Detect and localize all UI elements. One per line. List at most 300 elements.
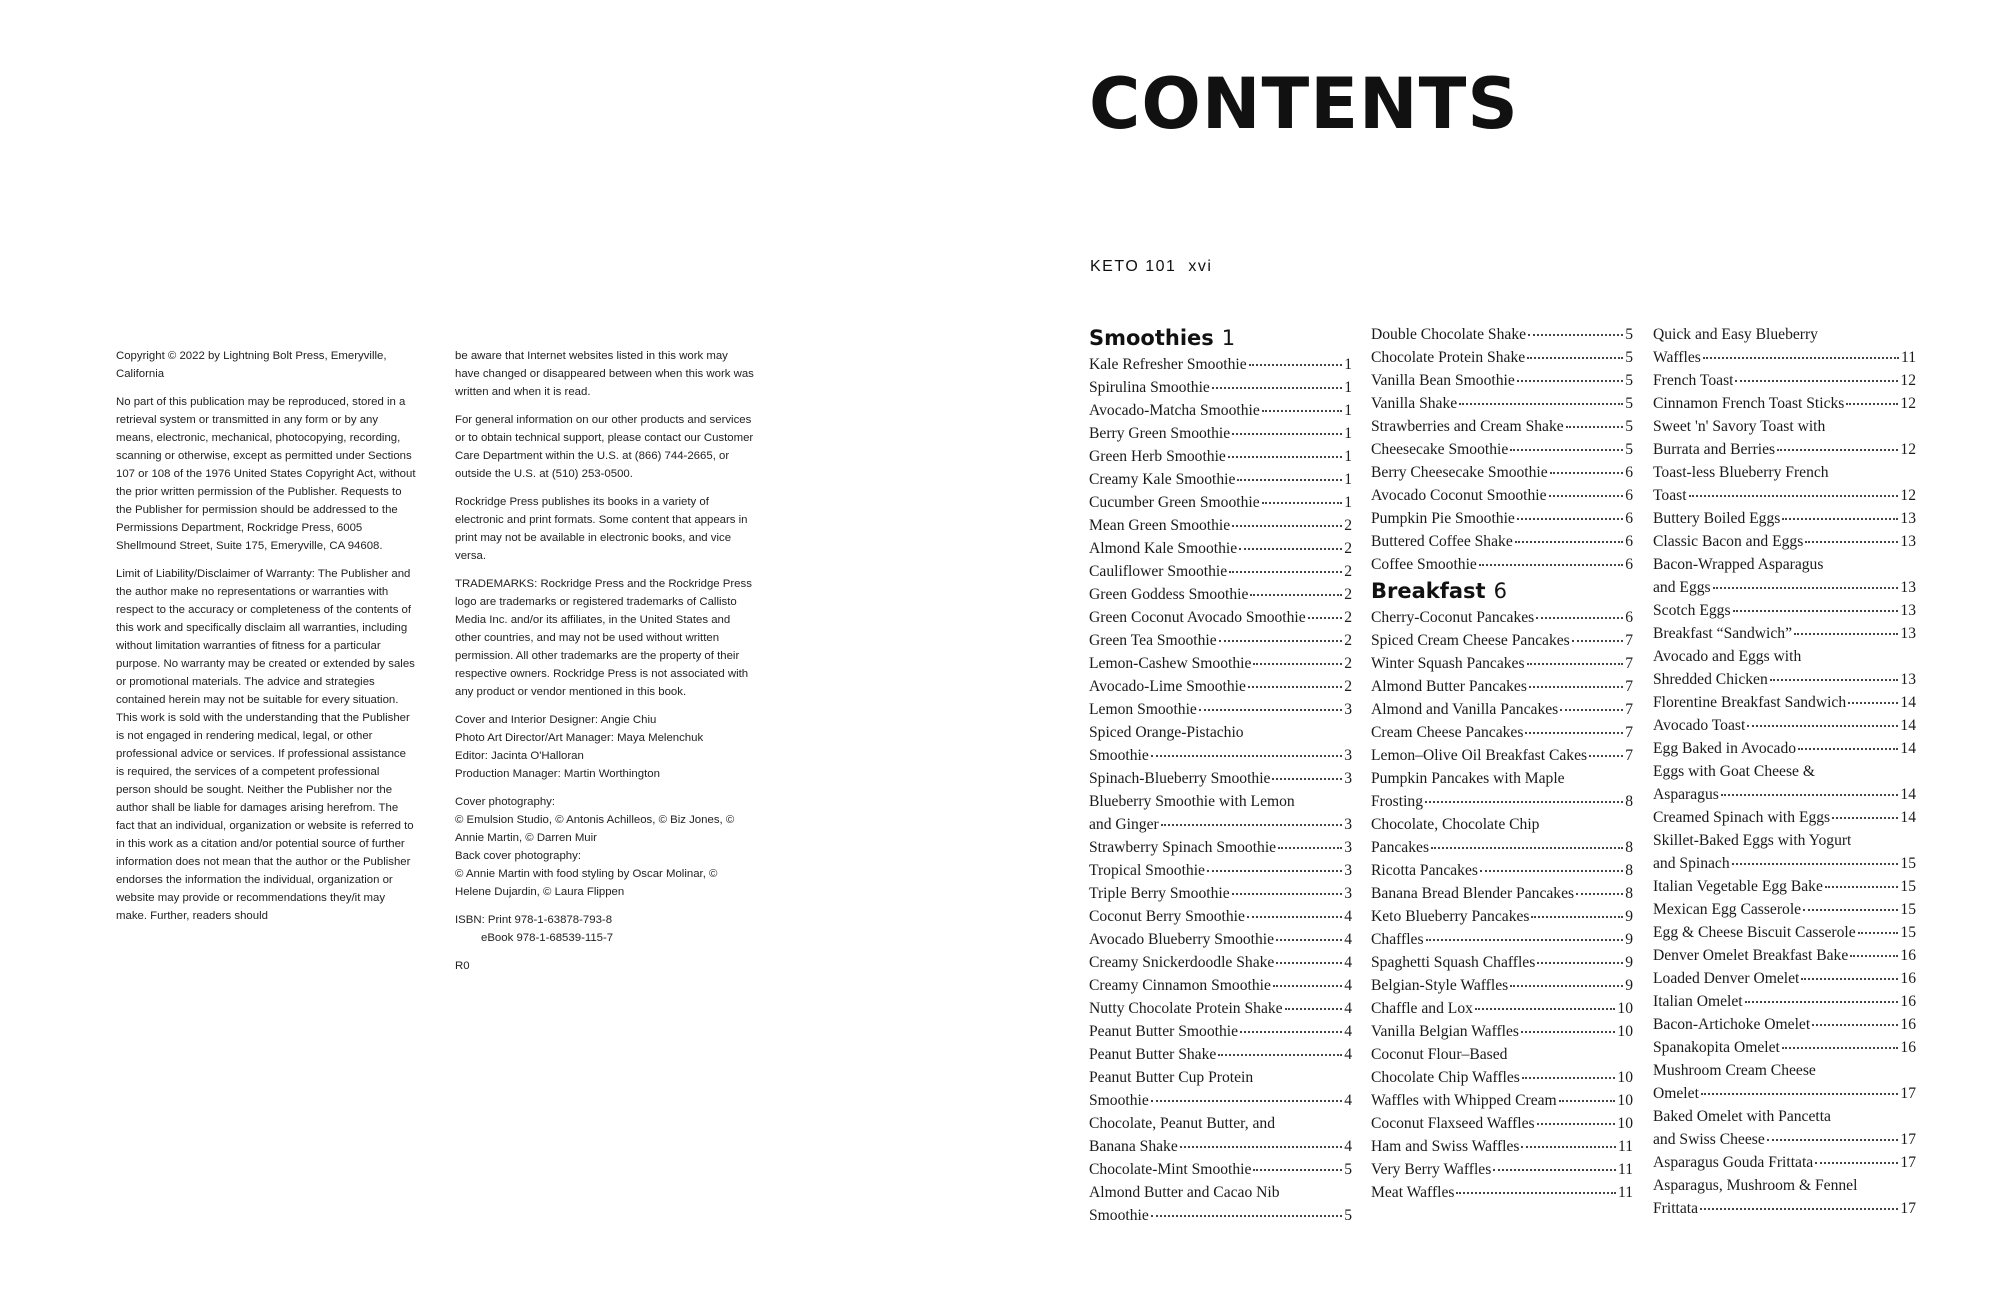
toc-entry-line xyxy=(1371,461,1633,484)
recipe-title: Chocolate, Peanut Butter, and xyxy=(1089,1115,1276,1132)
toc-entry-line xyxy=(1371,1089,1633,1112)
page-number: 5 xyxy=(1625,349,1633,366)
toc-entry-line xyxy=(1653,852,1916,875)
page-number: 4 xyxy=(1344,977,1352,994)
toc-entry xyxy=(1089,951,1352,974)
toc-entry-line xyxy=(1653,1105,1916,1128)
dot-leader xyxy=(1207,869,1342,872)
page-number: 8 xyxy=(1625,885,1633,902)
toc-entry-line xyxy=(1653,1082,1916,1105)
photo-credit-line: © Emulsion Studio, © Antonis Achilleos, © Biz Jones, © Annie Martin, © Darren Muir xyxy=(455,814,735,844)
page-number: 4 xyxy=(1344,1000,1352,1017)
recipe-title: Avocado and Eggs with xyxy=(1653,648,1802,665)
page-number: 17 xyxy=(1900,1200,1916,1217)
dot-leader xyxy=(1805,540,1898,543)
photography-credits xyxy=(455,793,755,901)
recipe-title: Double Chocolate Shake xyxy=(1371,326,1527,343)
page-title: CONTENTS xyxy=(1089,63,1519,145)
page-number: 7 xyxy=(1625,678,1633,695)
toc-entry-line xyxy=(1371,652,1633,675)
toc-entry xyxy=(1089,698,1352,721)
page-number: 6 xyxy=(1625,487,1633,504)
toc-entry xyxy=(1089,1066,1352,1112)
dot-leader xyxy=(1247,915,1342,918)
dot-leader xyxy=(1537,961,1623,964)
page-number: 1 xyxy=(1344,494,1352,511)
page-number: 4 xyxy=(1344,1138,1352,1155)
trademarks-notice: TRADEMARKS: Rockridge Press and the Rockridge Press logo are trademarks or registered trademarks of Callisto Media Inc. and/or its affiliates, in the United States and other countries, and may not be used without written permission. All other trademarks are the property of their respective owners. Rockridge Press is not associated with any product or vendor mentioned in this book. xyxy=(455,578,752,698)
formats-notice: Rockridge Press publishes its books in a variety of electronic and print formats. Some content that appears in print may not be available in electronic books, and vice versa. xyxy=(455,496,748,562)
toc-entry xyxy=(1089,997,1352,1020)
toc-entry-line xyxy=(1653,875,1916,898)
dot-leader xyxy=(1510,984,1623,987)
dot-leader xyxy=(1219,639,1343,642)
toc-entry-line xyxy=(1089,928,1352,951)
recipe-title: Coconut Berry Smoothie xyxy=(1089,908,1245,925)
photo-credit-line: Cover photography: xyxy=(455,796,556,808)
toc-entry-line xyxy=(1089,1043,1352,1066)
toc-entry-line xyxy=(1089,583,1352,606)
toc-entry-line xyxy=(1653,737,1916,760)
toc-entry-line xyxy=(1089,1181,1352,1204)
toc-entry-line xyxy=(1089,882,1352,905)
toc-entry xyxy=(1089,560,1352,583)
toc-entry-line xyxy=(1653,829,1916,852)
dot-leader xyxy=(1537,1122,1616,1125)
toc-entry xyxy=(1653,691,1916,714)
page-number: 12 xyxy=(1900,372,1916,389)
isbn-ebook: eBook 978-1-68539-115-7 xyxy=(481,932,614,944)
dot-leader xyxy=(1566,425,1624,428)
toc-entry xyxy=(1371,905,1633,928)
toc-entry xyxy=(1653,645,1916,691)
printing-code: R0 xyxy=(455,960,470,972)
recipe-title: Peanut Butter Cup Protein xyxy=(1089,1069,1254,1086)
toc-entry xyxy=(1371,415,1633,438)
toc-entry xyxy=(1371,1020,1633,1043)
dot-leader xyxy=(1560,708,1623,711)
dot-leader xyxy=(1529,685,1623,688)
chapter-heading xyxy=(1089,323,1352,353)
toc-entry xyxy=(1371,392,1633,415)
dot-leader xyxy=(1232,892,1343,895)
recipe-title: Peanut Butter Smoothie xyxy=(1089,1023,1238,1040)
recipe-title: French Toast xyxy=(1653,372,1734,389)
dot-leader xyxy=(1531,915,1623,918)
page-number: 15 xyxy=(1900,901,1916,918)
toc-entry xyxy=(1089,1043,1352,1066)
dot-leader xyxy=(1151,754,1342,757)
page-number: 6 xyxy=(1625,533,1633,550)
dot-leader xyxy=(1493,1168,1616,1171)
toc-entry-line xyxy=(1653,369,1916,392)
dot-leader xyxy=(1572,639,1623,642)
toc-entry xyxy=(1653,323,1916,369)
toc-entry-line xyxy=(1089,790,1352,813)
recipe-title: Baked Omelet with Pancetta xyxy=(1653,1108,1831,1125)
dot-leader xyxy=(1426,938,1624,941)
page-number: 16 xyxy=(1900,1016,1916,1033)
toc-entry xyxy=(1371,675,1633,698)
toc-entry-line xyxy=(1089,514,1352,537)
page-number: 15 xyxy=(1900,878,1916,895)
page-number: 6 xyxy=(1625,510,1633,527)
copyright-left-column xyxy=(116,347,416,935)
page-number: 3 xyxy=(1344,747,1352,764)
toc-entry-line xyxy=(1089,1135,1352,1158)
toc-entry xyxy=(1371,530,1633,553)
page-number: 12 xyxy=(1900,441,1916,458)
dot-leader xyxy=(1721,793,1899,796)
dot-leader xyxy=(1701,1092,1899,1095)
toc-entry xyxy=(1653,461,1916,507)
toc-entry-line xyxy=(1089,859,1352,882)
toc-entry xyxy=(1089,491,1352,514)
dot-leader xyxy=(1237,478,1342,481)
credit-line: Editor: Jacinta O'Halloran xyxy=(455,750,584,762)
toc-entry xyxy=(1653,967,1916,990)
toc-entry-line xyxy=(1371,698,1633,721)
toc-entry xyxy=(1371,553,1633,576)
toc-entry xyxy=(1089,468,1352,491)
dot-leader xyxy=(1770,678,1899,681)
toc-entry-line xyxy=(1371,1043,1633,1066)
page-number: 1 xyxy=(1344,379,1352,396)
dot-leader xyxy=(1253,662,1342,665)
toc-entry xyxy=(1653,530,1916,553)
toc-entry-line xyxy=(1089,1158,1352,1181)
dot-leader xyxy=(1703,356,1899,359)
recipe-title: Mushroom Cream Cheese xyxy=(1653,1062,1816,1079)
page-number: 2 xyxy=(1344,678,1352,695)
chapter-heading xyxy=(1371,576,1633,606)
dot-leader xyxy=(1782,1046,1899,1049)
toc-entry-line xyxy=(1371,928,1633,951)
recipe-title: and Eggs xyxy=(1653,579,1711,596)
page-number: 9 xyxy=(1625,977,1633,994)
recipe-title: Classic Bacon and Eggs xyxy=(1653,533,1804,550)
chapter-title: Smoothies xyxy=(1089,326,1214,350)
toc-entry xyxy=(1089,652,1352,675)
toc-entry-line xyxy=(1653,484,1916,507)
page-number: 13 xyxy=(1900,625,1916,642)
recipe-title: Egg & Cheese Biscuit Casserole xyxy=(1653,924,1856,941)
toc-entry-line xyxy=(1089,905,1352,928)
page-number: 2 xyxy=(1344,517,1352,534)
recipe-title: Avocado Coconut Smoothie xyxy=(1371,487,1547,504)
dot-leader xyxy=(1276,961,1342,964)
recipe-title: Triple Berry Smoothie xyxy=(1089,885,1230,902)
toc-entry xyxy=(1653,392,1916,415)
dot-leader xyxy=(1456,1191,1616,1194)
customer-care-info: For general information on our other products and services or to obtain technical support, please contact our Customer Care Department within the U.S. at (866) 744-2665, or outside the U.S. at (510) 253-0500. xyxy=(455,414,754,480)
page-number: 1 xyxy=(1344,402,1352,419)
recipe-title: Avocado Blueberry Smoothie xyxy=(1089,931,1275,948)
toc-entry-line xyxy=(1653,783,1916,806)
dot-leader xyxy=(1858,931,1899,934)
recipe-title: Bacon-Artichoke Omelet xyxy=(1653,1016,1811,1033)
toc-entry xyxy=(1089,583,1352,606)
toc-entry-line xyxy=(1089,1089,1352,1112)
dot-leader xyxy=(1276,938,1342,941)
dot-leader xyxy=(1272,777,1342,780)
toc-entry-line xyxy=(1653,576,1916,599)
toc-entry-line xyxy=(1653,760,1916,783)
dot-leader xyxy=(1732,862,1899,865)
recipe-title: Nutty Chocolate Protein Shake xyxy=(1089,1000,1283,1017)
recipe-title: Buttery Boiled Eggs xyxy=(1653,510,1781,527)
recipe-title: Pumpkin Pie Smoothie xyxy=(1371,510,1515,527)
toc-entry-line xyxy=(1653,1013,1916,1036)
page-number: 2 xyxy=(1344,586,1352,603)
dot-leader xyxy=(1240,1030,1342,1033)
toc-entry xyxy=(1653,507,1916,530)
dot-leader xyxy=(1801,977,1898,980)
recipe-title: Almond Butter and Cacao Nib xyxy=(1089,1184,1280,1201)
page-number: 3 xyxy=(1344,885,1352,902)
page-number: 12 xyxy=(1900,395,1916,412)
toc-entry-line xyxy=(1089,445,1352,468)
page-number: 16 xyxy=(1900,1039,1916,1056)
page-number: 10 xyxy=(1617,1092,1633,1109)
recipe-title: Spinach-Blueberry Smoothie xyxy=(1089,770,1271,787)
toc-entry-line xyxy=(1371,974,1633,997)
recipe-title: Ham and Swiss Waffles xyxy=(1371,1138,1520,1155)
page-number: 1 xyxy=(1344,471,1352,488)
page-number: 13 xyxy=(1900,510,1916,527)
dot-leader xyxy=(1812,1023,1898,1026)
recipe-title: Vanilla Bean Smoothie xyxy=(1371,372,1515,389)
dot-leader xyxy=(1517,517,1623,520)
toc-entry-line xyxy=(1371,1158,1633,1181)
toc-entry-line xyxy=(1089,606,1352,629)
recipe-title: Peanut Butter Shake xyxy=(1089,1046,1217,1063)
page-number: 9 xyxy=(1625,954,1633,971)
recipe-title: Chaffles xyxy=(1371,931,1424,948)
toc-entry xyxy=(1653,990,1916,1013)
toc-entry-line xyxy=(1089,836,1352,859)
recipe-title: Banana Bread Blender Pancakes xyxy=(1371,885,1575,902)
toc-entry xyxy=(1089,537,1352,560)
recipe-title: Eggs with Goat Cheese & xyxy=(1653,763,1815,780)
recipe-title: Cauliflower Smoothie xyxy=(1089,563,1228,580)
recipe-title: Asparagus Gouda Frittata xyxy=(1653,1154,1814,1171)
page-number: 3 xyxy=(1344,770,1352,787)
recipe-title: Waffles with Whipped Cream xyxy=(1371,1092,1557,1109)
dot-leader xyxy=(1528,333,1623,336)
dot-leader xyxy=(1782,517,1898,520)
recipe-title: Coffee Smoothie xyxy=(1371,556,1477,573)
recipe-title: Sweet 'n' Savory Toast with xyxy=(1653,418,1826,435)
page-number: 14 xyxy=(1900,786,1916,803)
photo-credit-line: Back cover photography: xyxy=(455,850,582,862)
recipe-title: Creamy Cinnamon Smoothie xyxy=(1089,977,1271,994)
recipe-title: Shredded Chicken xyxy=(1653,671,1768,688)
toc-entry xyxy=(1371,1112,1633,1135)
page-number: 14 xyxy=(1900,717,1916,734)
credit-line: Cover and Interior Designer: Angie Chiu xyxy=(455,714,657,726)
dot-leader xyxy=(1689,494,1899,497)
page-number: 7 xyxy=(1625,701,1633,718)
page-number: 17 xyxy=(1900,1131,1916,1148)
toc-entry xyxy=(1653,415,1916,461)
recipe-title: Green Tea Smoothie xyxy=(1089,632,1217,649)
recipe-title: Chocolate, Chocolate Chip xyxy=(1371,816,1540,833)
toc-entry-line xyxy=(1653,323,1916,346)
dot-leader xyxy=(1278,846,1342,849)
page-number: 3 xyxy=(1344,862,1352,879)
page-number: 17 xyxy=(1900,1154,1916,1171)
page-number: 1 xyxy=(1344,448,1352,465)
toc-entry-line xyxy=(1371,369,1633,392)
dot-leader xyxy=(1273,984,1342,987)
toc-entry xyxy=(1089,859,1352,882)
recipe-title: Avocado Toast xyxy=(1653,717,1746,734)
dot-leader xyxy=(1521,1030,1615,1033)
toc-entry-line xyxy=(1089,721,1352,744)
chapter-title: Breakfast xyxy=(1371,579,1486,603)
recipe-title: Cinnamon French Toast Sticks xyxy=(1653,395,1845,412)
copyright-right-column xyxy=(455,347,755,985)
toc-entry xyxy=(1653,1036,1916,1059)
page-number: 14 xyxy=(1900,809,1916,826)
dot-leader xyxy=(1589,754,1623,757)
page-number: 5 xyxy=(1344,1207,1352,1224)
toc-entry-line xyxy=(1089,997,1352,1020)
page-number: 11 xyxy=(1900,349,1916,366)
page-number: 2 xyxy=(1344,563,1352,580)
toc-entry-line xyxy=(1371,392,1633,415)
toc-entry-line xyxy=(1371,484,1633,507)
toc-entry-line xyxy=(1371,882,1633,905)
recipe-title: Chocolate-Mint Smoothie xyxy=(1089,1161,1252,1178)
toc-entry-line xyxy=(1653,944,1916,967)
recipe-title: Belgian-Style Waffles xyxy=(1371,977,1509,994)
recipe-title: Spiced Orange-Pistachio xyxy=(1089,724,1244,741)
page-number: 6 xyxy=(1625,609,1633,626)
recipe-title: Creamed Spinach with Eggs xyxy=(1653,809,1831,826)
page-number: 5 xyxy=(1625,441,1633,458)
toc-entry-line xyxy=(1371,323,1633,346)
recipe-title: Cream Cheese Pancakes xyxy=(1371,724,1524,741)
dot-leader xyxy=(1180,1145,1342,1148)
recipe-title: Kale Refresher Smoothie xyxy=(1089,356,1247,373)
recipe-title: Chocolate Protein Shake xyxy=(1371,349,1526,366)
toc-entry-line xyxy=(1371,951,1633,974)
page-number: 5 xyxy=(1625,326,1633,343)
recipe-title: Almond Butter Pancakes xyxy=(1371,678,1527,695)
toc-entry xyxy=(1653,898,1916,921)
credits xyxy=(455,711,755,783)
recipe-title: Pancakes xyxy=(1371,839,1430,856)
toc-entry-line xyxy=(1653,967,1916,990)
dot-leader xyxy=(1232,432,1342,435)
dot-leader xyxy=(1747,724,1898,727)
toc-entry-line xyxy=(1653,1151,1916,1174)
dot-leader xyxy=(1199,708,1342,711)
dot-leader xyxy=(1250,593,1342,596)
dot-leader xyxy=(1832,816,1898,819)
toc-entry-line xyxy=(1653,392,1916,415)
recipe-title: Mean Green Smoothie xyxy=(1089,517,1231,534)
recipe-title: Frittata xyxy=(1653,1200,1699,1217)
recipe-title: Ricotta Pancakes xyxy=(1371,862,1478,879)
toc-entry-line xyxy=(1653,990,1916,1013)
page-number: 17 xyxy=(1900,1085,1916,1102)
toc-entry xyxy=(1371,461,1633,484)
toc-entry-line xyxy=(1089,399,1352,422)
toc-entry xyxy=(1089,514,1352,537)
dot-leader xyxy=(1735,379,1898,382)
dot-leader xyxy=(1262,409,1342,412)
toc-entry xyxy=(1371,1089,1633,1112)
toc-entry-line xyxy=(1371,721,1633,744)
recipe-title: Skillet-Baked Eggs with Yogurt xyxy=(1653,832,1852,849)
page-number: 3 xyxy=(1344,816,1352,833)
toc-entry xyxy=(1371,882,1633,905)
reproduction-notice: No part of this publication may be reproduced, stored in a retrieval system or transmitted in any form or by any means, electronic, mechanical, photocopying, recording, scanning or otherwise, except as permitted under Sections 107 or 108 of the 1976 United States Copyright Act, without the prior written permission of the Publisher. Requests to the Publisher for permission should be addressed to the Permissions Department, Rockridge Press, 6005 Shellmound Street, Suite 175, Emeryville, CA 94608. xyxy=(116,396,416,552)
recipe-title: Omelet xyxy=(1653,1085,1699,1102)
page-number: 7 xyxy=(1625,747,1633,764)
page-number: 6 xyxy=(1625,556,1633,573)
page-number: 8 xyxy=(1625,793,1633,810)
recipe-title: Waffles xyxy=(1653,349,1701,366)
dot-leader xyxy=(1285,1007,1343,1010)
toc-entry xyxy=(1653,806,1916,829)
page-number: 4 xyxy=(1344,1092,1352,1109)
recipe-title: Blueberry Smoothie with Lemon xyxy=(1089,793,1295,810)
dot-leader xyxy=(1559,1099,1616,1102)
recipe-title: Cucumber Green Smoothie xyxy=(1089,494,1260,511)
toc-entry xyxy=(1371,629,1633,652)
toc-entry-line xyxy=(1089,698,1352,721)
recipe-title: Toast xyxy=(1653,487,1687,504)
toc-entry xyxy=(1653,944,1916,967)
recipe-title: Mexican Egg Casserole xyxy=(1653,901,1802,918)
page-number: 10 xyxy=(1617,1115,1633,1132)
toc-entry xyxy=(1371,507,1633,530)
toc-column-1 xyxy=(1089,323,1352,1227)
toc-entry xyxy=(1371,606,1633,629)
toc-entry xyxy=(1371,928,1633,951)
toc-entry-line xyxy=(1089,813,1352,836)
recipe-title: Spanakopita Omelet xyxy=(1653,1039,1780,1056)
dot-leader xyxy=(1249,363,1343,366)
toc-entry xyxy=(1371,346,1633,369)
page-number: 6 xyxy=(1625,464,1633,481)
page-number: 4 xyxy=(1344,931,1352,948)
toc-entry xyxy=(1653,760,1916,806)
toc-entry-line xyxy=(1371,1066,1633,1089)
recipe-title: Vanilla Belgian Waffles xyxy=(1371,1023,1520,1040)
toc-entry xyxy=(1089,882,1352,905)
dot-leader xyxy=(1850,954,1898,957)
toc-entry xyxy=(1089,767,1352,790)
toc-entry-line xyxy=(1653,599,1916,622)
recipe-title: Green Goddess Smoothie xyxy=(1089,586,1249,603)
toc-entry-line xyxy=(1089,560,1352,583)
page-number: 5 xyxy=(1344,1161,1352,1178)
toc-entry-line xyxy=(1089,353,1352,376)
dot-leader xyxy=(1151,1099,1342,1102)
toc-entry-line xyxy=(1653,438,1916,461)
recipe-title: Winter Squash Pancakes xyxy=(1371,655,1525,672)
toc-entry xyxy=(1089,905,1352,928)
toc-entry xyxy=(1371,1181,1633,1204)
dot-leader xyxy=(1308,616,1343,619)
dot-leader xyxy=(1425,800,1623,803)
page-number: 2 xyxy=(1344,540,1352,557)
